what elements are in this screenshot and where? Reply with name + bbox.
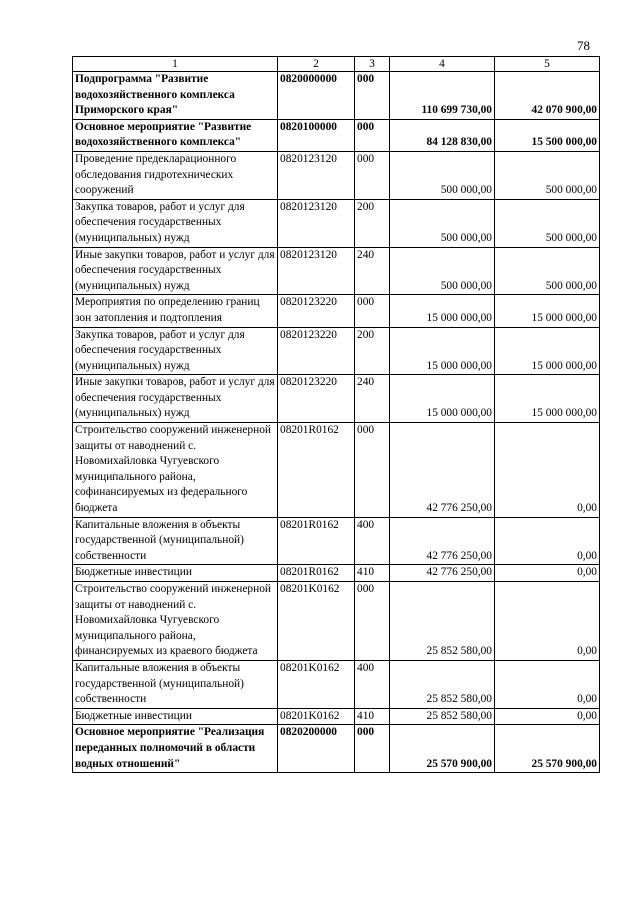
row-amount-col5-cell: 0,00 [495, 565, 600, 582]
table-row [73, 517, 600, 565]
header-col-4: 4 [390, 57, 495, 72]
page-number: 78 [577, 38, 590, 53]
table-row [73, 582, 600, 661]
row-amount-col4-cell: 25 852 580,00 [390, 708, 495, 725]
row-type-cell: 240 [355, 375, 390, 423]
table-row [73, 72, 600, 120]
row-name-cell: Капитальные вложения в объекты государственной (муниципальной) собственности [73, 517, 278, 565]
row-amount-col5-cell: 25 570 900,00 [495, 725, 600, 773]
row-amount-col4-cell: 15 000 000,00 [390, 327, 495, 375]
row-name-cell: Проведение предекларационного обследования гидротехнических сооружений [73, 151, 278, 199]
table-row [73, 119, 600, 151]
row-name-cell: Бюджетные инвестиции [73, 708, 278, 725]
row-code-cell: 0820000000 [278, 72, 355, 120]
row-name-cell: Мероприятия по определению границ зон затопления и подтопления [73, 295, 278, 327]
header-col-1: 1 [73, 57, 278, 72]
table-row [73, 423, 600, 518]
row-code-cell: 0820123220 [278, 327, 355, 375]
budget-table [72, 56, 600, 773]
row-code-cell: 08201K0162 [278, 708, 355, 725]
budget-table-body [73, 57, 600, 773]
row-type-cell: 000 [355, 151, 390, 199]
row-amount-col5-cell: 500 000,00 [495, 199, 600, 247]
row-amount-col5-cell: 0,00 [495, 708, 600, 725]
table-row [73, 725, 600, 773]
row-amount-col4-cell: 500 000,00 [390, 151, 495, 199]
row-name-cell: Основное мероприятие "Реализация переданных полномочий в области водных отношений" [73, 725, 278, 773]
row-name-cell: Закупка товаров, работ и услуг для обеспечения государственных (муниципальных) нужд [73, 199, 278, 247]
row-amount-col4-cell: 15 000 000,00 [390, 375, 495, 423]
row-name-cell: Подпрограмма "Развитие водохозяйственного комплекса Приморского края" [73, 72, 278, 120]
row-type-cell: 240 [355, 247, 390, 295]
row-name-cell: Капитальные вложения в объекты государственной (муниципальной) собственности [73, 660, 278, 708]
row-code-cell: 0820123220 [278, 295, 355, 327]
row-type-cell: 000 [355, 423, 390, 518]
row-name-cell: Строительство сооружений инженерной защиты от наводнений с. Новомихайловка Чугуевского муниципального района, финансируемых из краевого бюджета [73, 582, 278, 661]
row-code-cell: 08201R0162 [278, 565, 355, 582]
row-amount-col5-cell: 15 000 000,00 [495, 327, 600, 375]
row-name-cell: Основное мероприятие "Развитие водохозяйственного комплекса" [73, 119, 278, 151]
row-amount-col5-cell: 0,00 [495, 517, 600, 565]
row-amount-col4-cell: 25 852 580,00 [390, 660, 495, 708]
row-type-cell: 000 [355, 582, 390, 661]
row-code-cell: 0820100000 [278, 119, 355, 151]
row-type-cell: 200 [355, 327, 390, 375]
row-amount-col4-cell: 15 000 000,00 [390, 295, 495, 327]
row-amount-col5-cell: 42 070 900,00 [495, 72, 600, 120]
row-amount-col4-cell: 42 776 250,00 [390, 565, 495, 582]
row-code-cell: 0820123120 [278, 151, 355, 199]
row-amount-col5-cell: 0,00 [495, 660, 600, 708]
table-row [73, 295, 600, 327]
row-amount-col4-cell: 500 000,00 [390, 199, 495, 247]
row-type-cell: 000 [355, 72, 390, 120]
row-code-cell: 0820123120 [278, 199, 355, 247]
row-name-cell: Закупка товаров, работ и услуг для обеспечения государственных (муниципальных) нужд [73, 327, 278, 375]
row-code-cell: 08201R0162 [278, 517, 355, 565]
row-amount-col4-cell: 25 852 580,00 [390, 582, 495, 661]
row-amount-col5-cell: 0,00 [495, 423, 600, 518]
row-code-cell: 0820200000 [278, 725, 355, 773]
row-type-cell: 400 [355, 517, 390, 565]
row-amount-col5-cell: 500 000,00 [495, 247, 600, 295]
row-amount-col5-cell: 0,00 [495, 582, 600, 661]
table-row [73, 327, 600, 375]
row-code-cell: 08201R0162 [278, 423, 355, 518]
header-col-3: 3 [355, 57, 390, 72]
table-row [73, 565, 600, 582]
table-row [73, 199, 600, 247]
table-row [73, 708, 600, 725]
table-header-row [73, 57, 600, 72]
row-type-cell: 410 [355, 565, 390, 582]
row-type-cell: 200 [355, 199, 390, 247]
row-type-cell: 400 [355, 660, 390, 708]
row-code-cell: 0820123220 [278, 375, 355, 423]
row-amount-col5-cell: 500 000,00 [495, 151, 600, 199]
row-amount-col5-cell: 15 000 000,00 [495, 375, 600, 423]
table-row [73, 660, 600, 708]
header-col-5: 5 [495, 57, 600, 72]
row-type-cell: 000 [355, 119, 390, 151]
row-code-cell: 0820123120 [278, 247, 355, 295]
header-col-2: 2 [278, 57, 355, 72]
row-name-cell: Иные закупки товаров, работ и услуг для обеспечения государственных (муниципальных) нужд [73, 247, 278, 295]
row-amount-col4-cell: 500 000,00 [390, 247, 495, 295]
row-amount-col4-cell: 42 776 250,00 [390, 423, 495, 518]
row-amount-col5-cell: 15 000 000,00 [495, 295, 600, 327]
row-amount-col5-cell: 15 500 000,00 [495, 119, 600, 151]
row-amount-col4-cell: 110 699 730,00 [390, 72, 495, 120]
row-type-cell: 000 [355, 725, 390, 773]
row-name-cell: Строительство сооружений инженерной защиты от наводнений с. Новомихайловка Чугуевского муниципального района, софинансируемых из федерального бюджета [73, 423, 278, 518]
row-amount-col4-cell: 84 128 830,00 [390, 119, 495, 151]
row-type-cell: 410 [355, 708, 390, 725]
row-name-cell: Бюджетные инвестиции [73, 565, 278, 582]
row-name-cell: Иные закупки товаров, работ и услуг для обеспечения государственных (муниципальных) нужд [73, 375, 278, 423]
row-amount-col4-cell: 42 776 250,00 [390, 517, 495, 565]
row-amount-col4-cell: 25 570 900,00 [390, 725, 495, 773]
row-type-cell: 000 [355, 295, 390, 327]
table-row [73, 247, 600, 295]
row-code-cell: 08201K0162 [278, 660, 355, 708]
table-row [73, 375, 600, 423]
table-row [73, 151, 600, 199]
row-code-cell: 08201K0162 [278, 582, 355, 661]
